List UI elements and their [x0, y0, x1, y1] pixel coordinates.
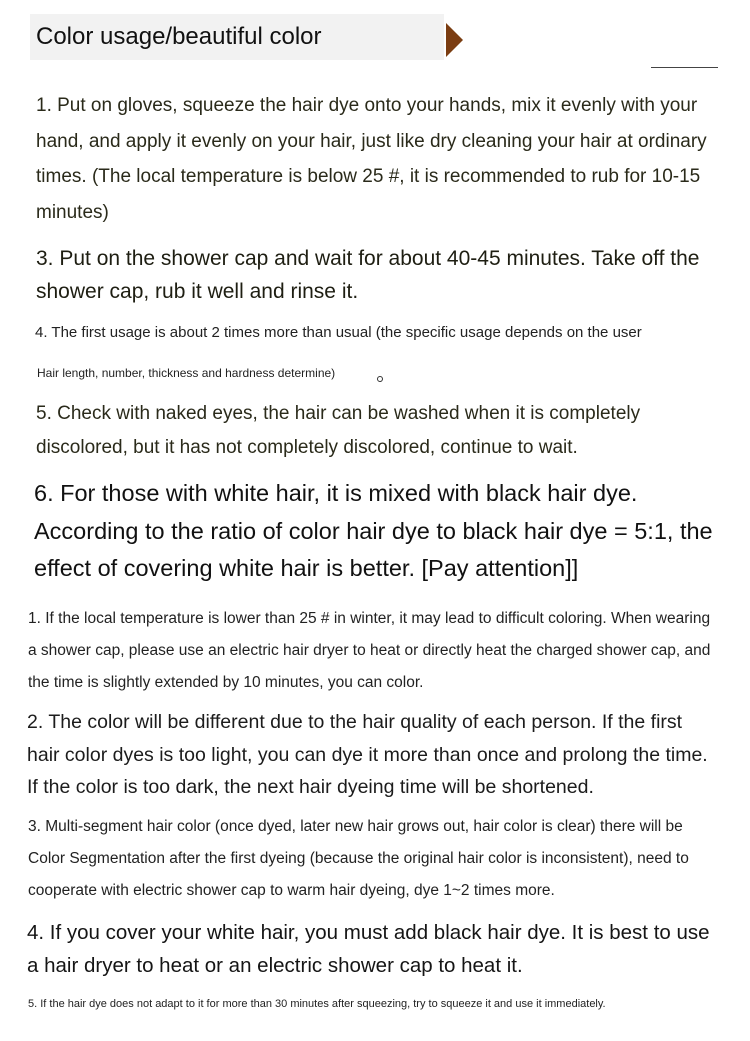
instruction-step-6: 6. For those with white hair, it is mixed with black hair dye. According to the ratio of color hair dye to black hair dye = 5:1, the effect of covering white hair is better. [Pay attention]] — [34, 480, 713, 581]
instruction-step-3: 3. Put on the shower cap and wait for about 40-45 minutes. Take off the shower cap, rub it well and rinse it. — [36, 247, 700, 303]
attention-note-4: 4. If you cover your white hair, you must add black hair dye. It is best to use a hair dryer to heat or an electric shower cap to heat it. — [27, 921, 710, 977]
attention-note-5: 5. If the hair dye does not adapt to it for more than 30 minutes after squeezing, try to squeeze it and use it immediately. — [28, 998, 606, 1010]
instruction-step-4-line-2: Hair length, number, thickness and hardness determine) — [37, 366, 336, 380]
attention-note-2: 2. The color will be different due to the hair quality of each person. If the first hair color dyes is too light, you can dye it more than once and prolong the time. If the color is too dark, the next hair dyeing time will be shortened. — [27, 711, 708, 798]
page-title: Color usage/beautiful color — [36, 23, 322, 50]
circle-bullet-icon — [377, 376, 383, 382]
triangle-arrow-icon — [446, 23, 463, 57]
divider-line — [651, 67, 718, 68]
attention-note-1: 1. If the local temperature is lower than 25 # in winter, it may lead to difficult coloring. When wearing a shower cap, please use an electric hair dryer to heat or directly heat the charged shower cap, and the time is slightly extended by 10 minutes, you can color. — [28, 610, 711, 691]
instruction-step-4-line-1: 4. The first usage is about 2 times more than usual (the specific usage depends on the user — [35, 324, 642, 341]
instruction-step-5: 5. Check with naked eyes, the hair can be washed when it is completely discolored, but it has not completely discolored, continue to wait. — [36, 403, 641, 458]
attention-note-3: 3. Multi-segment hair color (once dyed, later new hair grows out, hair color is clear) there will be Color Segmentation after the first dyeing (because the original hair color is inconsistent), need to cooperate with electric shower cap to warm hair dyeing, dye 1~2 times more. — [28, 818, 689, 899]
instruction-step-1: 1. Put on gloves, squeeze the hair dye onto your hands, mix it evenly with your hand, and apply it evenly on your hair, just like dry cleaning your hair at ordinary times. (The local temperature is below 25 #, it is recommended to rub for 10-15 minutes) — [36, 95, 707, 223]
